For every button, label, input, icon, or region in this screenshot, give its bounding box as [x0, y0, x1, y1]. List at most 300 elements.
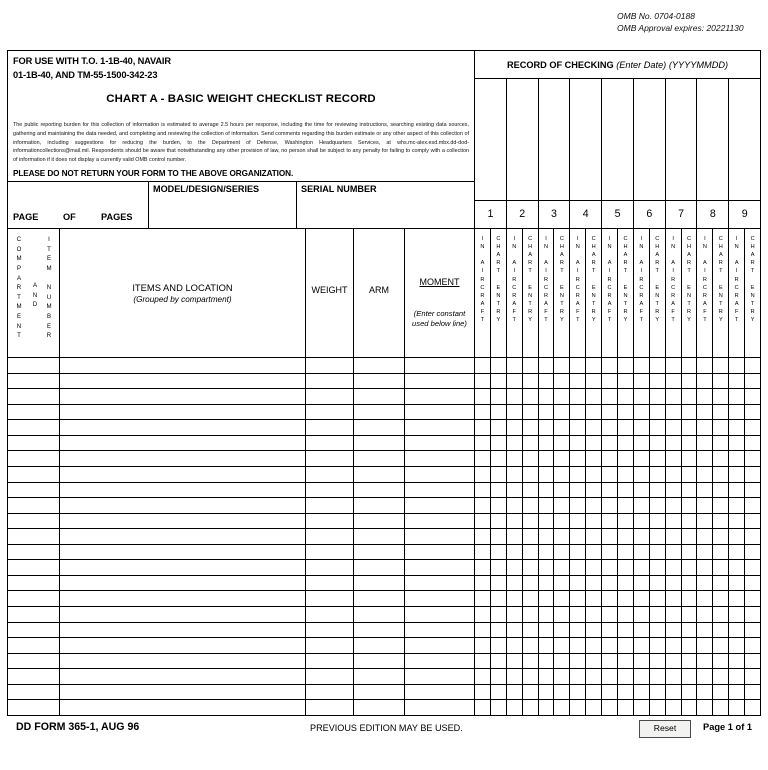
weight-cell[interactable] [306, 638, 354, 653]
in-aircraft-cell-1[interactable] [475, 669, 491, 684]
chart-entry-cell-8[interactable] [713, 545, 728, 560]
chart-entry-cell-3[interactable] [554, 545, 569, 560]
in-aircraft-cell-7[interactable] [666, 685, 682, 700]
in-aircraft-cell-7[interactable] [666, 654, 682, 669]
weight-cell[interactable] [306, 623, 354, 638]
weight-cell[interactable] [306, 467, 354, 482]
in-aircraft-cell-1[interactable] [475, 389, 491, 404]
chart-entry-cell-2[interactable] [523, 529, 538, 544]
in-aircraft-cell-4[interactable] [570, 358, 586, 373]
items-location-cell[interactable] [60, 560, 306, 575]
items-location-cell[interactable] [60, 638, 306, 653]
model-design-series-cell[interactable] [148, 182, 296, 228]
items-location-cell[interactable] [60, 669, 306, 684]
in-aircraft-cell-2[interactable] [507, 576, 523, 591]
weight-cell[interactable] [306, 607, 354, 622]
chart-entry-cell-8[interactable] [713, 358, 728, 373]
chart-entry-cell-4[interactable] [586, 685, 601, 700]
compartment-cell[interactable] [8, 498, 60, 513]
chart-entry-cell-4[interactable] [586, 483, 601, 498]
in-aircraft-cell-2[interactable] [507, 514, 523, 529]
chart-entry-cell-9[interactable] [745, 529, 760, 544]
chart-entry-cell-4[interactable] [586, 545, 601, 560]
in-aircraft-cell-6[interactable] [634, 623, 650, 638]
chart-entry-cell-6[interactable] [650, 389, 665, 404]
chart-entry-cell-5[interactable] [618, 358, 633, 373]
in-aircraft-cell-5[interactable] [602, 591, 618, 606]
chart-entry-cell-8[interactable] [713, 451, 728, 466]
moment-cell[interactable] [405, 638, 475, 653]
in-aircraft-cell-9[interactable] [729, 591, 745, 606]
chart-entry-cell-5[interactable] [618, 389, 633, 404]
in-aircraft-cell-2[interactable] [507, 591, 523, 606]
date-entry-cell-8[interactable] [697, 79, 729, 200]
chart-entry-cell-6[interactable] [650, 623, 665, 638]
in-aircraft-cell-4[interactable] [570, 405, 586, 420]
chart-entry-cell-6[interactable] [650, 451, 665, 466]
chart-entry-cell-3[interactable] [554, 529, 569, 544]
chart-entry-cell-4[interactable] [586, 576, 601, 591]
in-aircraft-cell-5[interactable] [602, 638, 618, 653]
chart-entry-cell-4[interactable] [586, 467, 601, 482]
in-aircraft-cell-3[interactable] [539, 685, 555, 700]
arm-cell[interactable] [354, 436, 405, 451]
chart-entry-cell-8[interactable] [713, 623, 728, 638]
chart-entry-cell-8[interactable] [713, 529, 728, 544]
arm-cell[interactable] [354, 576, 405, 591]
chart-entry-cell-7[interactable] [682, 451, 697, 466]
chart-entry-cell-7[interactable] [682, 529, 697, 544]
in-aircraft-cell-2[interactable] [507, 451, 523, 466]
chart-entry-cell-4[interactable] [586, 405, 601, 420]
chart-entry-cell-8[interactable] [713, 405, 728, 420]
arm-cell[interactable] [354, 591, 405, 606]
in-aircraft-cell-9[interactable] [729, 638, 745, 653]
in-aircraft-cell-7[interactable] [666, 669, 682, 684]
chart-entry-cell-6[interactable] [650, 467, 665, 482]
in-aircraft-cell-2[interactable] [507, 389, 523, 404]
chart-entry-cell-5[interactable] [618, 591, 633, 606]
chart-entry-cell-1[interactable] [491, 529, 506, 544]
in-aircraft-cell-4[interactable] [570, 389, 586, 404]
chart-entry-cell-1[interactable] [491, 560, 506, 575]
in-aircraft-cell-2[interactable] [507, 545, 523, 560]
arm-cell[interactable] [354, 358, 405, 373]
in-aircraft-cell-7[interactable] [666, 638, 682, 653]
moment-cell[interactable] [405, 467, 475, 482]
in-aircraft-cell-5[interactable] [602, 685, 618, 700]
arm-cell[interactable] [354, 451, 405, 466]
in-aircraft-cell-8[interactable] [697, 545, 713, 560]
arm-cell[interactable] [354, 498, 405, 513]
chart-entry-cell-3[interactable] [554, 654, 569, 669]
in-aircraft-cell-8[interactable] [697, 700, 713, 715]
weight-cell[interactable] [306, 389, 354, 404]
in-aircraft-cell-9[interactable] [729, 700, 745, 715]
items-location-cell[interactable] [60, 576, 306, 591]
date-entry-cell-5[interactable] [602, 79, 634, 200]
moment-cell[interactable] [405, 623, 475, 638]
in-aircraft-cell-4[interactable] [570, 420, 586, 435]
in-aircraft-cell-6[interactable] [634, 669, 650, 684]
weight-cell[interactable] [306, 591, 354, 606]
compartment-cell[interactable] [8, 700, 60, 715]
date-entry-cell-7[interactable] [666, 79, 698, 200]
weight-cell[interactable] [306, 483, 354, 498]
in-aircraft-cell-5[interactable] [602, 483, 618, 498]
items-location-cell[interactable] [60, 436, 306, 451]
in-aircraft-cell-3[interactable] [539, 467, 555, 482]
arm-cell[interactable] [354, 374, 405, 389]
reset-button[interactable]: Reset [639, 720, 691, 738]
chart-entry-cell-8[interactable] [713, 436, 728, 451]
chart-entry-cell-9[interactable] [745, 467, 760, 482]
in-aircraft-cell-7[interactable] [666, 374, 682, 389]
in-aircraft-cell-2[interactable] [507, 420, 523, 435]
chart-entry-cell-9[interactable] [745, 405, 760, 420]
chart-entry-cell-3[interactable] [554, 514, 569, 529]
compartment-cell[interactable] [8, 623, 60, 638]
in-aircraft-cell-5[interactable] [602, 623, 618, 638]
items-location-cell[interactable] [60, 623, 306, 638]
in-aircraft-cell-5[interactable] [602, 374, 618, 389]
chart-entry-cell-6[interactable] [650, 405, 665, 420]
in-aircraft-cell-9[interactable] [729, 545, 745, 560]
in-aircraft-cell-9[interactable] [729, 405, 745, 420]
chart-entry-cell-8[interactable] [713, 669, 728, 684]
chart-entry-cell-8[interactable] [713, 576, 728, 591]
in-aircraft-cell-2[interactable] [507, 700, 523, 715]
in-aircraft-cell-9[interactable] [729, 529, 745, 544]
chart-entry-cell-9[interactable] [745, 685, 760, 700]
serial-number-cell[interactable] [296, 182, 475, 228]
items-location-cell[interactable] [60, 498, 306, 513]
chart-entry-cell-1[interactable] [491, 514, 506, 529]
chart-entry-cell-2[interactable] [523, 405, 538, 420]
in-aircraft-cell-4[interactable] [570, 560, 586, 575]
in-aircraft-cell-4[interactable] [570, 467, 586, 482]
in-aircraft-cell-4[interactable] [570, 483, 586, 498]
in-aircraft-cell-7[interactable] [666, 560, 682, 575]
chart-entry-cell-8[interactable] [713, 607, 728, 622]
items-location-cell[interactable] [60, 389, 306, 404]
in-aircraft-cell-3[interactable] [539, 623, 555, 638]
compartment-cell[interactable] [8, 483, 60, 498]
in-aircraft-cell-3[interactable] [539, 576, 555, 591]
chart-entry-cell-5[interactable] [618, 638, 633, 653]
in-aircraft-cell-3[interactable] [539, 405, 555, 420]
chart-entry-cell-7[interactable] [682, 374, 697, 389]
chart-entry-cell-5[interactable] [618, 700, 633, 715]
items-location-cell[interactable] [60, 451, 306, 466]
in-aircraft-cell-3[interactable] [539, 420, 555, 435]
chart-entry-cell-8[interactable] [713, 467, 728, 482]
chart-entry-cell-7[interactable] [682, 638, 697, 653]
in-aircraft-cell-9[interactable] [729, 560, 745, 575]
in-aircraft-cell-3[interactable] [539, 700, 555, 715]
in-aircraft-cell-2[interactable] [507, 607, 523, 622]
in-aircraft-cell-2[interactable] [507, 685, 523, 700]
chart-entry-cell-6[interactable] [650, 591, 665, 606]
chart-entry-cell-3[interactable] [554, 420, 569, 435]
chart-entry-cell-7[interactable] [682, 545, 697, 560]
in-aircraft-cell-1[interactable] [475, 374, 491, 389]
chart-entry-cell-3[interactable] [554, 685, 569, 700]
chart-entry-cell-1[interactable] [491, 576, 506, 591]
chart-entry-cell-7[interactable] [682, 607, 697, 622]
in-aircraft-cell-4[interactable] [570, 669, 586, 684]
in-aircraft-cell-5[interactable] [602, 654, 618, 669]
in-aircraft-cell-8[interactable] [697, 436, 713, 451]
weight-cell[interactable] [306, 514, 354, 529]
in-aircraft-cell-5[interactable] [602, 545, 618, 560]
in-aircraft-cell-1[interactable] [475, 545, 491, 560]
arm-cell[interactable] [354, 623, 405, 638]
in-aircraft-cell-8[interactable] [697, 467, 713, 482]
chart-entry-cell-1[interactable] [491, 638, 506, 653]
moment-cell[interactable] [405, 389, 475, 404]
chart-entry-cell-7[interactable] [682, 623, 697, 638]
chart-entry-cell-8[interactable] [713, 374, 728, 389]
in-aircraft-cell-4[interactable] [570, 451, 586, 466]
in-aircraft-cell-2[interactable] [507, 358, 523, 373]
in-aircraft-cell-6[interactable] [634, 560, 650, 575]
chart-entry-cell-7[interactable] [682, 669, 697, 684]
in-aircraft-cell-4[interactable] [570, 623, 586, 638]
chart-entry-cell-2[interactable] [523, 638, 538, 653]
moment-cell[interactable] [405, 436, 475, 451]
in-aircraft-cell-2[interactable] [507, 436, 523, 451]
compartment-cell[interactable] [8, 529, 60, 544]
chart-entry-cell-1[interactable] [491, 591, 506, 606]
in-aircraft-cell-9[interactable] [729, 420, 745, 435]
in-aircraft-cell-7[interactable] [666, 529, 682, 544]
chart-entry-cell-9[interactable] [745, 591, 760, 606]
in-aircraft-cell-6[interactable] [634, 498, 650, 513]
chart-entry-cell-5[interactable] [618, 560, 633, 575]
compartment-cell[interactable] [8, 654, 60, 669]
chart-entry-cell-1[interactable] [491, 623, 506, 638]
chart-entry-cell-5[interactable] [618, 607, 633, 622]
chart-entry-cell-6[interactable] [650, 529, 665, 544]
in-aircraft-cell-6[interactable] [634, 436, 650, 451]
arm-cell[interactable] [354, 654, 405, 669]
in-aircraft-cell-6[interactable] [634, 374, 650, 389]
in-aircraft-cell-2[interactable] [507, 529, 523, 544]
in-aircraft-cell-7[interactable] [666, 483, 682, 498]
chart-entry-cell-3[interactable] [554, 405, 569, 420]
chart-entry-cell-9[interactable] [745, 420, 760, 435]
chart-entry-cell-6[interactable] [650, 545, 665, 560]
in-aircraft-cell-8[interactable] [697, 623, 713, 638]
in-aircraft-cell-2[interactable] [507, 654, 523, 669]
moment-cell[interactable] [405, 405, 475, 420]
chart-entry-cell-4[interactable] [586, 560, 601, 575]
in-aircraft-cell-9[interactable] [729, 607, 745, 622]
chart-entry-cell-1[interactable] [491, 483, 506, 498]
weight-cell[interactable] [306, 560, 354, 575]
weight-cell[interactable] [306, 576, 354, 591]
weight-cell[interactable] [306, 420, 354, 435]
weight-cell[interactable] [306, 498, 354, 513]
in-aircraft-cell-3[interactable] [539, 514, 555, 529]
in-aircraft-cell-5[interactable] [602, 436, 618, 451]
compartment-cell[interactable] [8, 467, 60, 482]
in-aircraft-cell-6[interactable] [634, 405, 650, 420]
in-aircraft-cell-4[interactable] [570, 685, 586, 700]
chart-entry-cell-4[interactable] [586, 654, 601, 669]
chart-entry-cell-5[interactable] [618, 685, 633, 700]
in-aircraft-cell-6[interactable] [634, 451, 650, 466]
compartment-cell[interactable] [8, 374, 60, 389]
in-aircraft-cell-8[interactable] [697, 389, 713, 404]
in-aircraft-cell-4[interactable] [570, 654, 586, 669]
items-location-cell[interactable] [60, 591, 306, 606]
weight-cell[interactable] [306, 654, 354, 669]
chart-entry-cell-1[interactable] [491, 654, 506, 669]
chart-entry-cell-3[interactable] [554, 700, 569, 715]
in-aircraft-cell-3[interactable] [539, 560, 555, 575]
moment-cell[interactable] [405, 374, 475, 389]
chart-entry-cell-4[interactable] [586, 389, 601, 404]
compartment-cell[interactable] [8, 576, 60, 591]
in-aircraft-cell-9[interactable] [729, 669, 745, 684]
chart-entry-cell-9[interactable] [745, 638, 760, 653]
moment-cell[interactable] [405, 451, 475, 466]
chart-entry-cell-2[interactable] [523, 607, 538, 622]
moment-cell[interactable] [405, 591, 475, 606]
in-aircraft-cell-3[interactable] [539, 498, 555, 513]
in-aircraft-cell-7[interactable] [666, 498, 682, 513]
compartment-cell[interactable] [8, 591, 60, 606]
items-location-cell[interactable] [60, 483, 306, 498]
chart-entry-cell-4[interactable] [586, 669, 601, 684]
in-aircraft-cell-6[interactable] [634, 545, 650, 560]
in-aircraft-cell-2[interactable] [507, 483, 523, 498]
chart-entry-cell-9[interactable] [745, 700, 760, 715]
in-aircraft-cell-5[interactable] [602, 560, 618, 575]
in-aircraft-cell-4[interactable] [570, 700, 586, 715]
weight-cell[interactable] [306, 358, 354, 373]
chart-entry-cell-5[interactable] [618, 483, 633, 498]
arm-cell[interactable] [354, 467, 405, 482]
chart-entry-cell-6[interactable] [650, 358, 665, 373]
chart-entry-cell-5[interactable] [618, 654, 633, 669]
compartment-cell[interactable] [8, 545, 60, 560]
compartment-cell[interactable] [8, 405, 60, 420]
in-aircraft-cell-3[interactable] [539, 358, 555, 373]
in-aircraft-cell-3[interactable] [539, 529, 555, 544]
chart-entry-cell-4[interactable] [586, 529, 601, 544]
in-aircraft-cell-5[interactable] [602, 576, 618, 591]
chart-entry-cell-1[interactable] [491, 498, 506, 513]
chart-entry-cell-7[interactable] [682, 467, 697, 482]
items-location-cell[interactable] [60, 467, 306, 482]
in-aircraft-cell-1[interactable] [475, 560, 491, 575]
in-aircraft-cell-8[interactable] [697, 669, 713, 684]
in-aircraft-cell-6[interactable] [634, 529, 650, 544]
in-aircraft-cell-8[interactable] [697, 420, 713, 435]
chart-entry-cell-6[interactable] [650, 483, 665, 498]
chart-entry-cell-2[interactable] [523, 669, 538, 684]
chart-entry-cell-1[interactable] [491, 700, 506, 715]
chart-entry-cell-4[interactable] [586, 436, 601, 451]
chart-entry-cell-2[interactable] [523, 685, 538, 700]
chart-entry-cell-3[interactable] [554, 467, 569, 482]
in-aircraft-cell-7[interactable] [666, 591, 682, 606]
chart-entry-cell-6[interactable] [650, 560, 665, 575]
in-aircraft-cell-7[interactable] [666, 576, 682, 591]
compartment-cell[interactable] [8, 420, 60, 435]
chart-entry-cell-6[interactable] [650, 514, 665, 529]
in-aircraft-cell-4[interactable] [570, 498, 586, 513]
in-aircraft-cell-8[interactable] [697, 405, 713, 420]
chart-entry-cell-2[interactable] [523, 591, 538, 606]
chart-entry-cell-6[interactable] [650, 685, 665, 700]
weight-cell[interactable] [306, 436, 354, 451]
date-entry-cell-2[interactable] [507, 79, 539, 200]
in-aircraft-cell-1[interactable] [475, 638, 491, 653]
in-aircraft-cell-9[interactable] [729, 483, 745, 498]
arm-cell[interactable] [354, 685, 405, 700]
in-aircraft-cell-8[interactable] [697, 374, 713, 389]
chart-entry-cell-9[interactable] [745, 545, 760, 560]
compartment-cell[interactable] [8, 607, 60, 622]
chart-entry-cell-4[interactable] [586, 451, 601, 466]
in-aircraft-cell-9[interactable] [729, 467, 745, 482]
in-aircraft-cell-4[interactable] [570, 514, 586, 529]
arm-cell[interactable] [354, 700, 405, 715]
chart-entry-cell-5[interactable] [618, 467, 633, 482]
in-aircraft-cell-1[interactable] [475, 358, 491, 373]
chart-entry-cell-7[interactable] [682, 560, 697, 575]
chart-entry-cell-3[interactable] [554, 638, 569, 653]
chart-entry-cell-6[interactable] [650, 607, 665, 622]
chart-entry-cell-1[interactable] [491, 607, 506, 622]
arm-cell[interactable] [354, 560, 405, 575]
in-aircraft-cell-7[interactable] [666, 700, 682, 715]
in-aircraft-cell-7[interactable] [666, 389, 682, 404]
in-aircraft-cell-2[interactable] [507, 498, 523, 513]
date-entry-cell-9[interactable] [729, 79, 760, 200]
in-aircraft-cell-6[interactable] [634, 467, 650, 482]
chart-entry-cell-8[interactable] [713, 498, 728, 513]
items-location-cell[interactable] [60, 700, 306, 715]
chart-entry-cell-4[interactable] [586, 498, 601, 513]
in-aircraft-cell-1[interactable] [475, 514, 491, 529]
in-aircraft-cell-1[interactable] [475, 467, 491, 482]
weight-cell[interactable] [306, 451, 354, 466]
in-aircraft-cell-5[interactable] [602, 405, 618, 420]
in-aircraft-cell-4[interactable] [570, 436, 586, 451]
in-aircraft-cell-9[interactable] [729, 623, 745, 638]
in-aircraft-cell-2[interactable] [507, 467, 523, 482]
moment-cell[interactable] [405, 700, 475, 715]
moment-cell[interactable] [405, 420, 475, 435]
chart-entry-cell-9[interactable] [745, 560, 760, 575]
compartment-cell[interactable] [8, 451, 60, 466]
chart-entry-cell-2[interactable] [523, 545, 538, 560]
chart-entry-cell-1[interactable] [491, 389, 506, 404]
chart-entry-cell-2[interactable] [523, 700, 538, 715]
in-aircraft-cell-9[interactable] [729, 685, 745, 700]
in-aircraft-cell-6[interactable] [634, 514, 650, 529]
chart-entry-cell-5[interactable] [618, 545, 633, 560]
in-aircraft-cell-5[interactable] [602, 498, 618, 513]
moment-cell[interactable] [405, 669, 475, 684]
chart-entry-cell-4[interactable] [586, 607, 601, 622]
in-aircraft-cell-3[interactable] [539, 638, 555, 653]
